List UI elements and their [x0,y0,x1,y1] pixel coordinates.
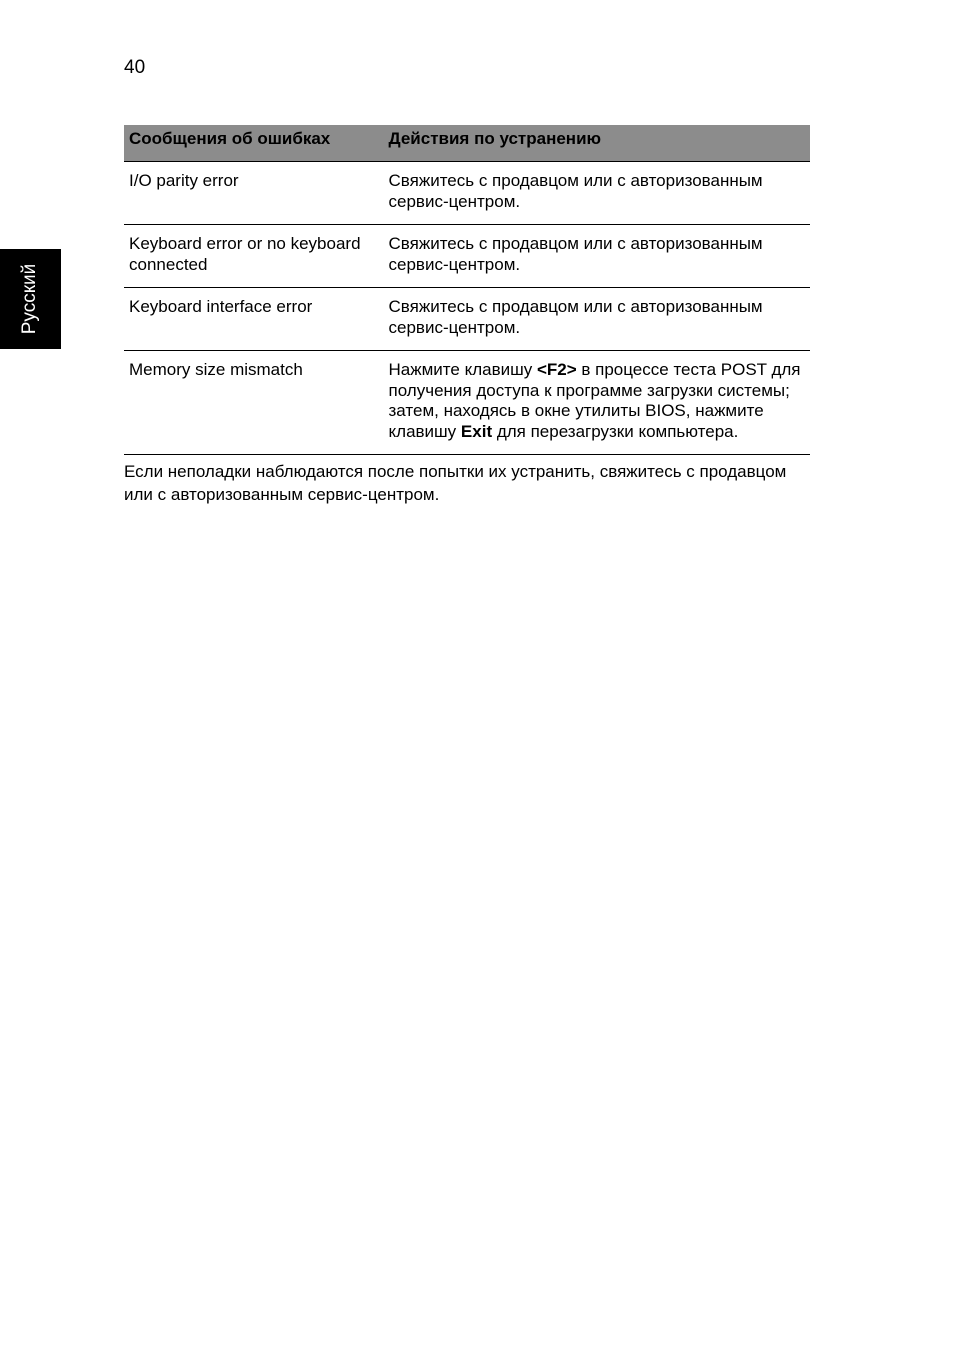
table-row [124,288,810,351]
troubleshooting-note: Если неполадки наблюдаются после попытки их устранить, свяжитесь с продавцом или с авторизованным сервис-центром. [124,462,787,504]
error-message-cell: Memory size mismatch [124,351,384,455]
page-number: 40 [124,57,146,78]
corrective-action-cell: Свяжитесь с продавцом или с авторизованным сервис-центром. [384,288,810,351]
action-text: в процессе теста POST для получения доступа к программе загрузки системы; затем, находясь в окне утилиты BIOS, нажмите клавишу [388,360,801,441]
language-side-tab-label: Русский [19,263,40,335]
header-corrective-actions: Действия по устранению [384,125,810,162]
language-side-tab [0,249,61,349]
error-message-cell: Keyboard error or no keyboard connected [124,225,384,288]
corrective-action-cell: Свяжитесь с продавцом или с авторизованным сервис-центром. [384,162,810,225]
action-text: для перезагрузки компьютера. [492,421,739,441]
error-message-cell: I/O parity error [124,162,384,225]
table-row [124,162,810,225]
key-f2: <F2> [536,360,577,379]
action-text: Нажмите клавишу [388,360,537,379]
corrective-action-cell: Свяжитесь с продавцом или с авторизованным сервис-центром. [384,225,810,288]
corrective-action-cell [384,351,810,455]
error-message-cell: Keyboard interface error [124,288,384,351]
error-messages-table [124,125,810,455]
key-exit: Exit [460,421,493,441]
header-error-messages: Сообщения об ошибках [124,125,384,162]
table-row [124,225,810,288]
table-row [124,351,810,455]
table-header-row [124,125,810,162]
